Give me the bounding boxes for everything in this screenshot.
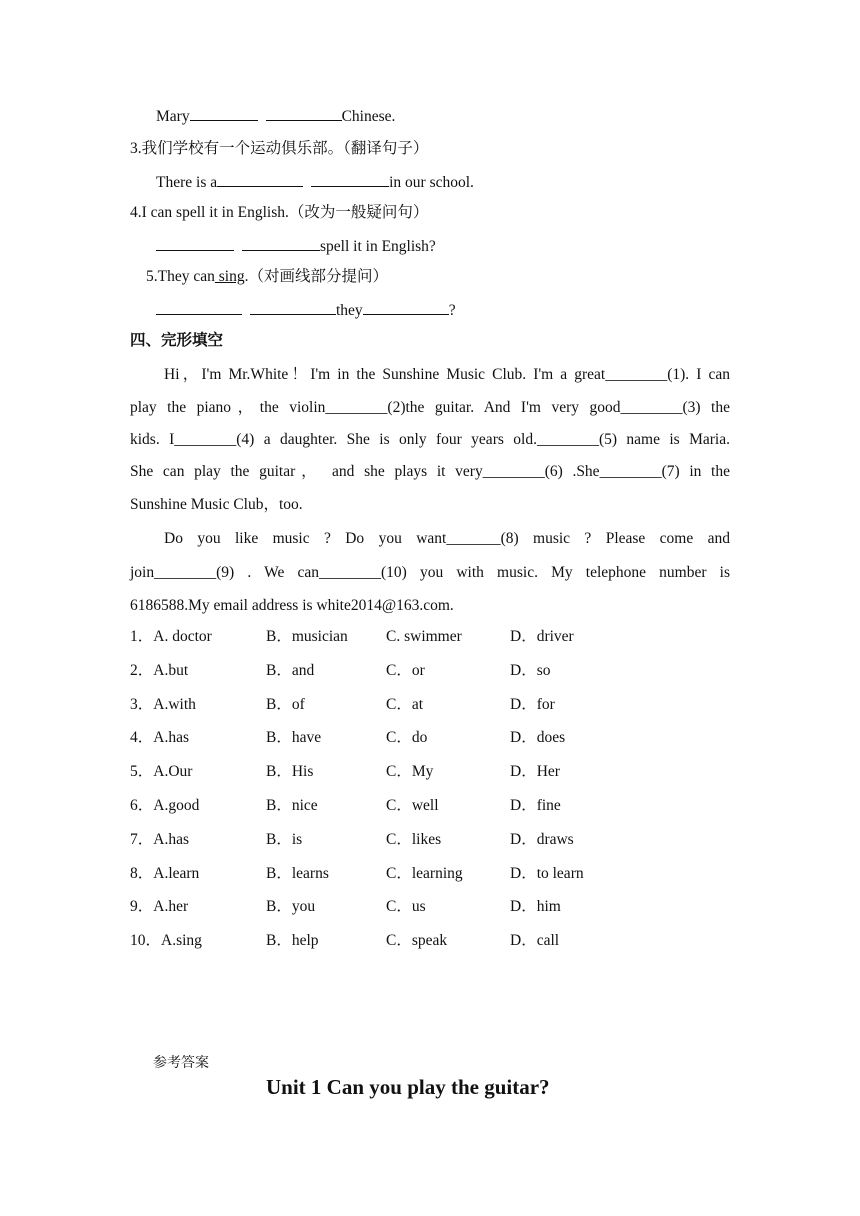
option-d[interactable]: D．him <box>510 898 561 916</box>
option-c[interactable]: C．us <box>386 898 426 916</box>
option-a[interactable]: 5．A.Our <box>130 763 193 781</box>
unit-title: Unit 1 Can you play the guitar? <box>266 1075 550 1099</box>
blank[interactable] <box>217 172 303 187</box>
option-a[interactable]: 6．A.good <box>130 797 200 814</box>
q4-question: 4.I can spell it in English.（改为一般疑问句） <box>130 204 429 221</box>
option-c[interactable]: C．learning <box>386 864 463 882</box>
option-d[interactable]: D．driver <box>510 628 574 645</box>
passage-line: kids. I________(4) a daughter. She is only four years old.________(5) name is Maria. <box>130 431 730 448</box>
passage-line: Do you like music ? Do you want_______(8) music ? Please come and <box>164 530 730 547</box>
option-c[interactable]: C．do <box>386 729 428 747</box>
option-c[interactable]: C．well <box>386 797 439 814</box>
option-a[interactable]: 3．A.with <box>130 695 196 713</box>
passage-line: Hi，I'm Mr.White！I'm in the Sunshine Music Club. I'm a great________(1). I can <box>164 366 730 383</box>
passage-line: Sunshine Music Club，too. <box>130 496 303 513</box>
option-b[interactable]: B．and <box>266 661 315 679</box>
option-b[interactable]: B．nice <box>266 797 318 814</box>
option-a[interactable]: 1．A. doctor <box>130 628 212 645</box>
option-b[interactable]: B．have <box>266 729 322 747</box>
option-c[interactable]: C．speak <box>386 932 448 950</box>
q3-answer-line: There is a in our school. <box>156 174 474 191</box>
option-d[interactable]: D．to learn <box>510 864 584 882</box>
blank[interactable] <box>190 106 258 121</box>
q4-answer-line: spell it in English? <box>156 236 436 257</box>
blank[interactable] <box>242 236 320 251</box>
option-b[interactable]: B．is <box>266 830 303 848</box>
option-a[interactable]: 8．A.learn <box>130 864 200 882</box>
option-d[interactable]: D．Her <box>510 763 560 781</box>
q5-answer-line: they ? <box>156 300 456 321</box>
blank[interactable] <box>266 106 342 121</box>
option-a[interactable]: 7．A.has <box>130 830 189 848</box>
option-b[interactable]: B．learns <box>266 864 329 882</box>
q5-question: 5.They can sing.（对画线部分提问） <box>146 268 388 285</box>
option-a[interactable]: 10．A.sing <box>130 932 202 950</box>
option-d[interactable]: D．call <box>510 932 560 950</box>
option-a[interactable]: 4．A.has <box>130 729 189 747</box>
option-a[interactable]: 2．A.but <box>130 661 189 679</box>
blank[interactable] <box>156 300 242 315</box>
option-a[interactable]: 9．A.her <box>130 898 189 916</box>
option-d[interactable]: D．fine <box>510 797 561 814</box>
blank[interactable] <box>156 236 234 251</box>
option-c[interactable]: C．or <box>386 661 425 679</box>
option-b[interactable]: B．musician <box>266 628 348 645</box>
option-d[interactable]: D．draws <box>510 830 574 848</box>
passage-line: 6186588.My email address is white2014@163.com. <box>130 597 454 614</box>
answer-label: 参考答案 <box>153 1056 209 1071</box>
blank[interactable] <box>311 172 389 187</box>
option-b[interactable]: B．of <box>266 695 305 713</box>
passage-line: join________(9) . We can________(10) you with music. My telephone number is <box>130 564 730 581</box>
section-heading: 四、完形填空 <box>130 332 224 349</box>
q3-question: 3.我们学校有一个运动俱乐部。（翻译句子） <box>130 140 429 157</box>
passage-line: play the piano，the violin________(2)the guitar. And I'm very good________(3) the <box>130 399 730 416</box>
option-c[interactable]: C. swimmer <box>386 628 462 645</box>
option-b[interactable]: B．His <box>266 763 314 781</box>
option-c[interactable]: C．My <box>386 763 434 781</box>
blank[interactable] <box>363 300 449 315</box>
q2-answer-line: Mary Chinese. <box>156 108 396 125</box>
option-b[interactable]: B．help <box>266 932 319 950</box>
option-d[interactable]: D．does <box>510 729 566 747</box>
option-d[interactable]: D．for <box>510 695 555 713</box>
option-c[interactable]: C．at <box>386 695 424 713</box>
option-c[interactable]: C．likes <box>386 830 442 848</box>
blank[interactable] <box>250 300 336 315</box>
option-b[interactable]: B．you <box>266 898 316 916</box>
passage-line: She can play the guitar， and she plays it very________(6) .She________(7) in the <box>130 463 730 480</box>
option-d[interactable]: D．so <box>510 661 551 679</box>
